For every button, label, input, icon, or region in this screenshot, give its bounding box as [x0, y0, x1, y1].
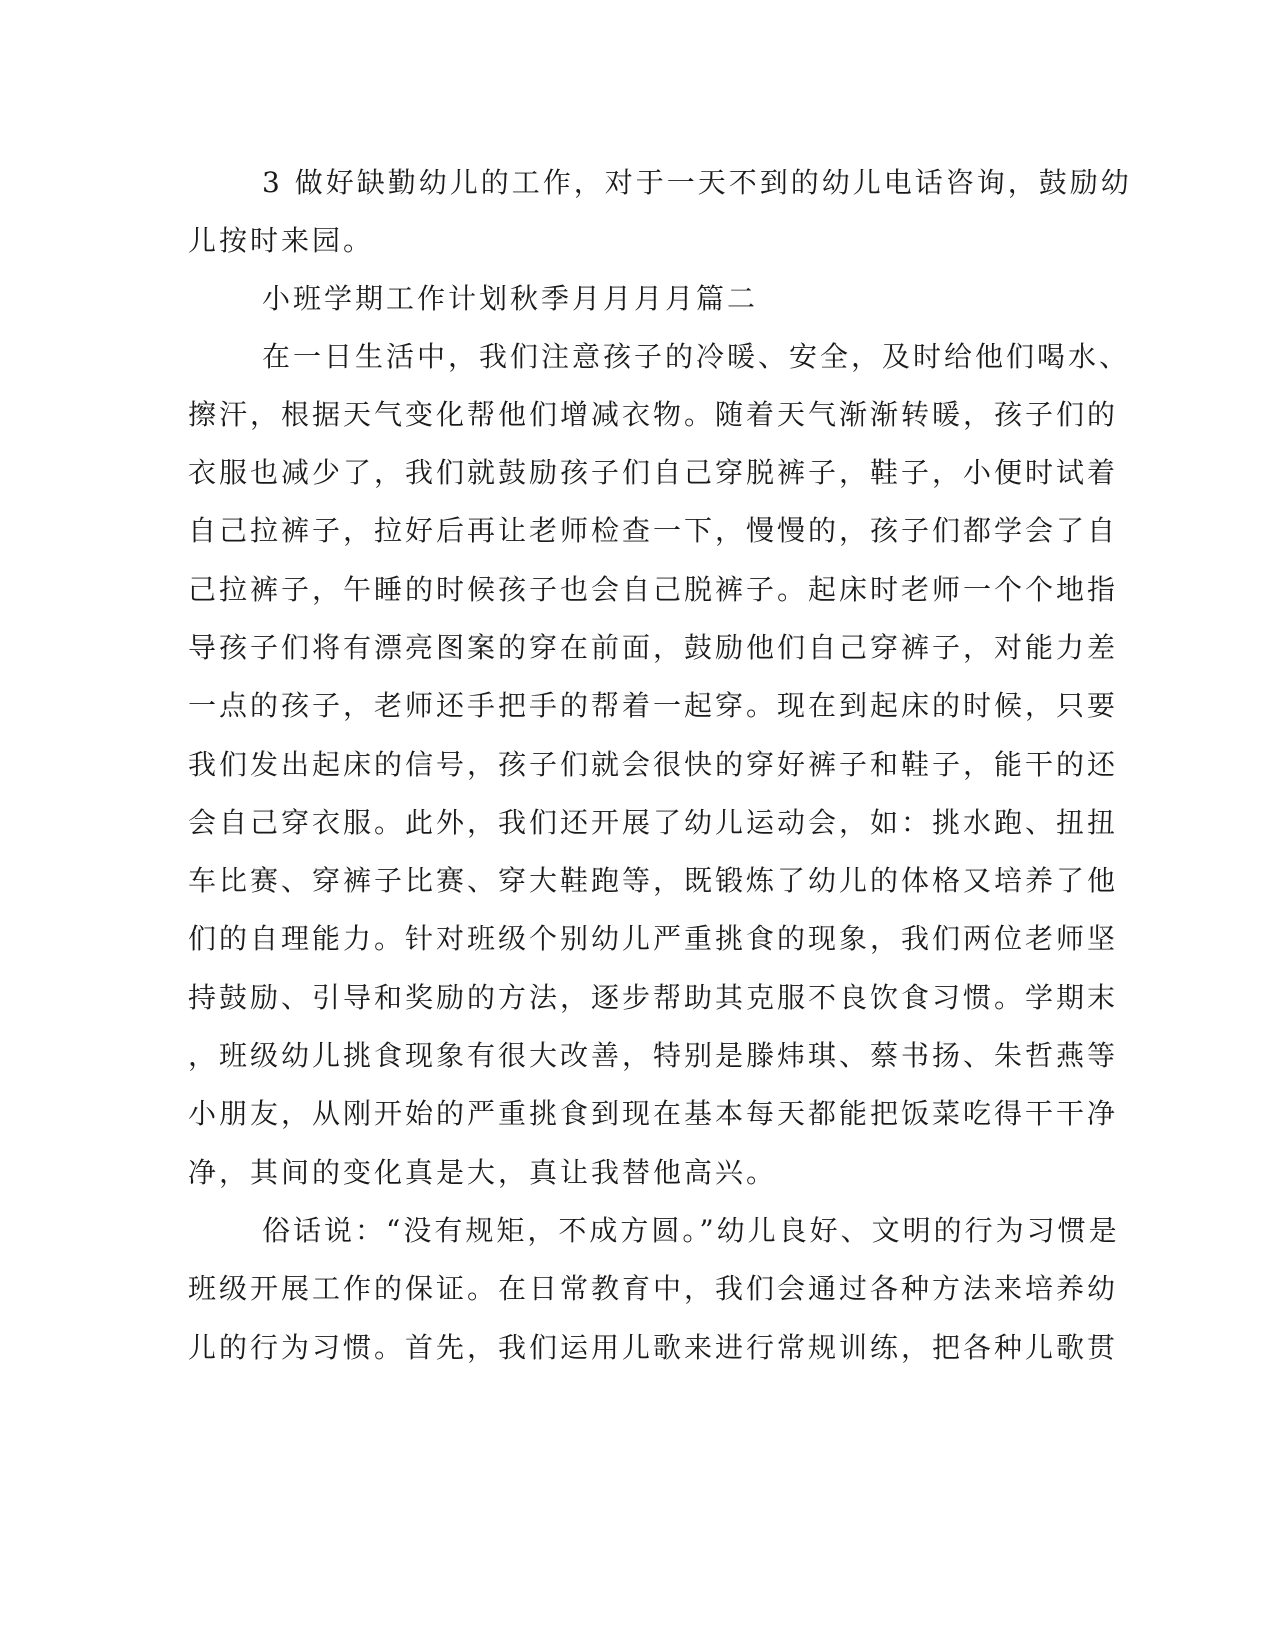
paragraph-line: 俗话说：“没有规矩，不成方圆。”幼儿良好、文明的行为习惯是 [262, 1214, 1120, 1247]
paragraph-line: 们的自理能力。针对班级个别幼儿严重挑食的现象，我们两位老师坚 [188, 922, 1119, 955]
paragraph-line: 儿按时来园。 [188, 224, 375, 257]
paragraph-line: 车比赛、穿裤子比赛、穿大鞋跑等，既锻炼了幼儿的体格又培养了他 [188, 864, 1119, 897]
paragraph-line: 净，其间的变化真是大，真让我替他高兴。 [188, 1156, 778, 1189]
paragraph-line: 导孩子们将有漂亮图案的穿在前面，鼓励他们自己穿裤子，对能力差 [188, 631, 1119, 664]
paragraph-line: 班级开展工作的保证。在日常教育中，我们会通过各种方法来培养幼 [188, 1272, 1119, 1305]
paragraph-line: 己拉裤子，午睡的时候孩子也会自己脱裤子。起床时老师一个个地指 [188, 573, 1119, 606]
paragraph-line: 一点的孩子，老师还手把手的帮着一起穿。现在到起床的时候，只要 [188, 689, 1119, 722]
section-heading: 小班学期工作计划秋季月月月月篇二 [262, 282, 759, 315]
paragraph-line: 3 做好缺勤幼儿的工作，对于一天不到的幼儿电话咨询，鼓励幼 [262, 166, 1132, 199]
paragraph-line: 儿的行为习惯。首先，我们运用儿歌来进行常规训练，把各种儿歌贯 [188, 1331, 1119, 1364]
paragraph-line: 我们发出起床的信号，孩子们就会很快的穿好裤子和鞋子，能干的还 [188, 748, 1119, 781]
paragraph-line: 自己拉裤子，拉好后再让老师检查一下，慢慢的，孩子们都学会了自 [188, 514, 1119, 547]
paragraph-line: 会自己穿衣服。此外，我们还开展了幼儿运动会，如：挑水跑、扭扭 [188, 806, 1119, 839]
paragraph-line: 小朋友，从刚开始的严重挑食到现在基本每天都能把饭菜吃得干干净 [188, 1097, 1119, 1130]
paragraph-line: 擦汗，根据天气变化帮他们增减衣物。随着天气渐渐转暖，孩子们的 [188, 398, 1119, 431]
paragraph-line: ，班级幼儿挑食现象有很大改善，特别是滕炜琪、蔡书扬、朱哲燕等 [188, 1039, 1119, 1072]
paragraph-line: 衣服也减少了，我们就鼓励孩子们自己穿脱裤子，鞋子，小便时试着 [188, 456, 1119, 489]
paragraph-line: 持鼓励、引导和奖励的方法，逐步帮助其克服不良饮食习惯。学期末 [188, 981, 1119, 1014]
paragraph-line: 在一日生活中，我们注意孩子的冷暖、安全，及时给他们喝水、 [262, 340, 1131, 373]
